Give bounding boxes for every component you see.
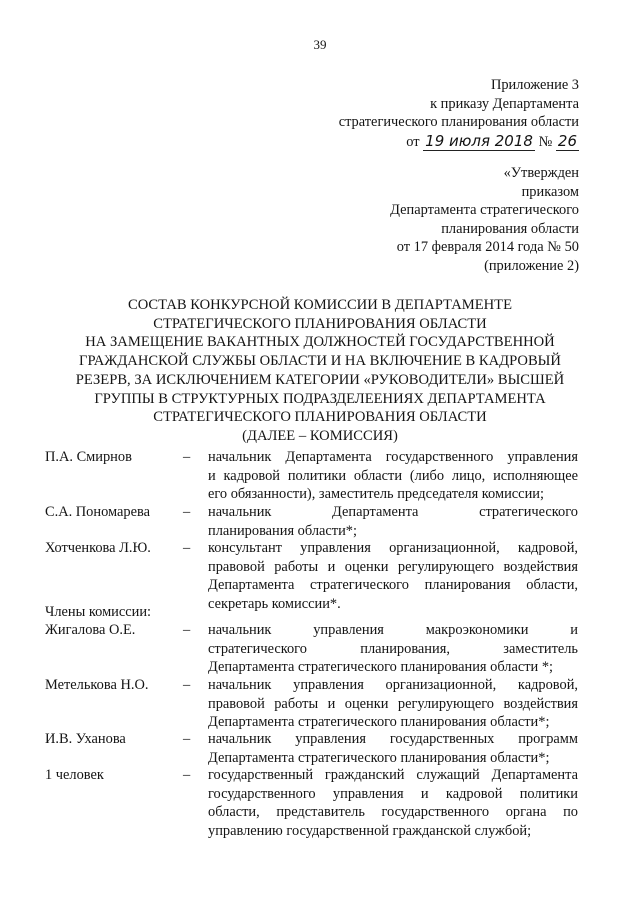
- title-line: (ДАЛЕЕ – КОМИССИЯ): [242, 427, 398, 444]
- role-line: начальник управления организационной, кадровой,: [208, 677, 578, 693]
- role-line: начальник Департамента государственного управления: [208, 449, 578, 465]
- role-line: начальник управления макроэкономики и: [208, 622, 578, 638]
- approved-line-3: Департамента стратегического: [390, 202, 579, 218]
- handwritten-number: 26: [557, 131, 577, 150]
- role-line: стратегического планирования, заместитель: [208, 640, 578, 657]
- role-line: государственный гражданский служащий Департамента: [208, 767, 578, 783]
- number-label: №: [538, 133, 553, 150]
- member-role: [208, 539, 578, 613]
- approved-line-5: от 17 февраля 2014 года № 50: [396, 239, 579, 255]
- appendix-title: Приложение 3: [490, 77, 579, 93]
- role-line: его обязанности), заместитель председателя комиссии;: [208, 486, 544, 502]
- member-role: [208, 676, 578, 732]
- dash: –: [183, 767, 191, 783]
- member-name: Жигалова О.Е.: [45, 622, 136, 638]
- appendix-header: [339, 76, 579, 151]
- title-line: ГРУППЫ В СТРУКТУРНЫХ ПОДРАЗДЕЛЕЕНИЯХ ДЕПАРТАМЕНТА: [94, 390, 546, 407]
- page-number: 39: [313, 37, 327, 52]
- role-line: Департамента стратегического планирования области,: [208, 577, 578, 593]
- dash: –: [183, 731, 191, 747]
- role-line: планирования области*;: [208, 522, 357, 539]
- role-line: правовой работы и оценки регулирующего воздействия: [208, 695, 578, 712]
- approved-line-1: «Утвержден: [503, 165, 579, 181]
- approved-line-6: (приложение 2): [484, 257, 579, 274]
- member-role: [208, 503, 578, 540]
- role-line: начальник управления государственных программ: [208, 731, 578, 747]
- dash: –: [183, 449, 191, 465]
- member-role: [208, 448, 578, 504]
- title-line: СОСТАВ КОНКУРСНОЙ КОМИССИИ В ДЕПАРТАМЕНТЕ: [127, 297, 513, 313]
- role-line: области, представитель государственного органа по: [208, 804, 578, 820]
- role-line: Департамента стратегического планирования области*;: [208, 714, 550, 730]
- member-name: И.В. Уханова: [45, 731, 126, 747]
- role-line: начальник Департамента стратегического: [208, 504, 578, 520]
- role-line: и кадровой политики области (либо лицо, исполняющее: [208, 467, 578, 484]
- handwritten-date: 19 июля 2018: [425, 131, 533, 150]
- member-role: [208, 730, 578, 767]
- title-line: СТРАТЕГИЧЕСКОГО ПЛАНИРОВАНИЯ ОБЛАСТИ: [153, 409, 487, 426]
- role-line: секретарь комиссии*.: [208, 595, 341, 612]
- appendix-department: стратегического планирования области: [338, 114, 579, 130]
- member-role: [208, 766, 578, 840]
- member-name: Метелькова Н.О.: [45, 677, 149, 693]
- dash: –: [183, 622, 191, 638]
- title-line: РЕЗЕРВ, ЗА ИСКЛЮЧЕНИЕМ КАТЕГОРИИ «РУКОВОДИТЕЛИ» ВЫСШЕЙ: [75, 371, 565, 388]
- document-title: [20, 296, 620, 446]
- role-line: государственного управления и кадровой политики: [208, 785, 578, 802]
- member-role: [208, 621, 578, 677]
- title-line: СТРАТЕГИЧЕСКОГО ПЛАНИРОВАНИЯ ОБЛАСТИ: [153, 315, 487, 332]
- dash: –: [183, 677, 191, 693]
- approved-line-4: планирования области: [441, 220, 579, 237]
- approved-line-2: приказом: [521, 183, 579, 200]
- member-name: П.А. Смирнов: [45, 449, 132, 465]
- dash: –: [183, 504, 191, 520]
- member-name: Хотченкова Л.Ю.: [45, 540, 151, 556]
- approved-stamp-block: [390, 164, 579, 275]
- role-line: правовой работы и оценки регулирующего воздействия: [208, 558, 578, 575]
- member-name: 1 человек: [45, 767, 104, 783]
- dash: –: [183, 540, 191, 556]
- from-label: от: [406, 133, 420, 150]
- appendix-order-ref: к приказу Департамента: [430, 95, 579, 112]
- members-header: Члены комиссии:: [45, 604, 152, 620]
- title-line: ГРАЖДАНСКОЙ СЛУЖБЫ ОБЛАСТИ И НА ВКЛЮЧЕНИЕ В КАДРОВЫЙ: [79, 353, 561, 370]
- role-line: Департамента стратегического планирования области *;: [208, 659, 554, 675]
- title-line: НА ЗАМЕЩЕНИЕ ВАКАНТНЫХ ДОЛЖНОСТЕЙ ГОСУДАРСТВЕННОЙ: [85, 334, 555, 351]
- member-name: С.А. Пономарева: [45, 504, 150, 520]
- appendix-date-line: [339, 132, 579, 152]
- role-line: консультант управления организационной, кадровой,: [208, 540, 578, 556]
- role-line: Департамента стратегического планирования области*;: [208, 749, 550, 766]
- role-line: управлению государственной гражданской службой;: [208, 822, 532, 839]
